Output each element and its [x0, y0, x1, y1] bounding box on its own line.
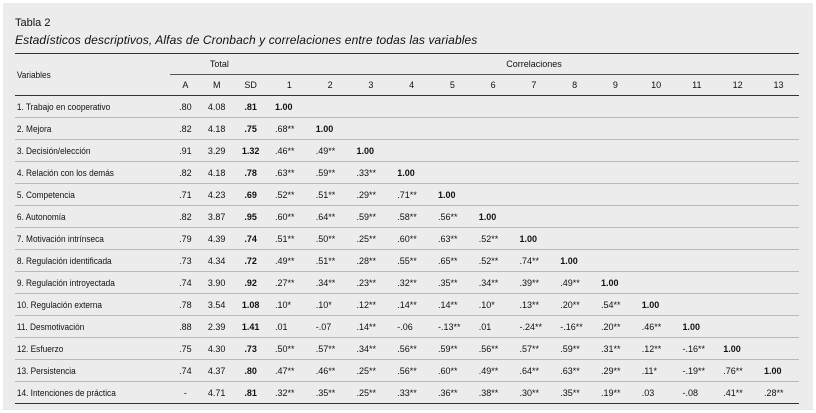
empty-cell: [717, 294, 758, 316]
table-row: [15, 140, 799, 162]
correlation-cell: .76**: [717, 360, 758, 382]
empty-cell: [758, 294, 799, 316]
correlation-cell: .56**: [391, 338, 432, 360]
sd-cell: 1.08: [232, 294, 269, 316]
correlation-cell: .51**: [310, 250, 351, 272]
empty-cell: [350, 118, 391, 140]
mean-cell: 3.87: [201, 206, 232, 228]
correlation-cell: .01: [473, 316, 514, 338]
sd-cell: .81: [232, 96, 269, 118]
sd-cell: .80: [232, 360, 269, 382]
correlation-cell: .59**: [554, 338, 595, 360]
mean-cell: 3.29: [201, 140, 232, 162]
correlation-cell: .10*: [310, 294, 351, 316]
correlation-cell: .31**: [595, 338, 636, 360]
correlation-cell: .32**: [269, 382, 310, 404]
correlation-cell: .14**: [391, 294, 432, 316]
correlation-cell: .20**: [554, 294, 595, 316]
corr-col-header: 12: [717, 75, 758, 96]
correlations-group-header: Correlaciones: [269, 54, 799, 75]
empty-cell: [595, 206, 636, 228]
correlation-cell: .52**: [269, 184, 310, 206]
mean-cell: 4.23: [201, 184, 232, 206]
correlation-cell: 1.00: [310, 118, 351, 140]
empty-cell: [595, 250, 636, 272]
table-body: [15, 96, 799, 404]
correlation-cell: .46**: [310, 360, 351, 382]
empty-cell: [636, 272, 677, 294]
alpha-cell: .75: [170, 338, 201, 360]
correlation-cell: 1.00: [350, 140, 391, 162]
total-col-header: SD: [232, 75, 269, 96]
alpha-cell: .82: [170, 118, 201, 140]
empty-cell: [391, 118, 432, 140]
corr-col-header: 5: [432, 75, 473, 96]
correlation-cell: .52**: [473, 250, 514, 272]
mean-cell: 4.34: [201, 250, 232, 272]
empty-cell: [676, 162, 717, 184]
mean-cell: 3.90: [201, 272, 232, 294]
correlation-cell: 1.00: [432, 184, 473, 206]
table-row: [15, 250, 799, 272]
empty-cell: [717, 272, 758, 294]
correlation-cell: .47**: [269, 360, 310, 382]
empty-cell: [676, 118, 717, 140]
mean-cell: 2.39: [201, 316, 232, 338]
empty-cell: [717, 162, 758, 184]
correlation-cell: .23**: [350, 272, 391, 294]
variable-label: 3. Decisión/elección: [15, 140, 157, 162]
correlation-cell: .33**: [350, 162, 391, 184]
correlation-cell: .59**: [350, 206, 391, 228]
correlation-cell: .10*: [269, 294, 310, 316]
table-row: [15, 184, 799, 206]
empty-cell: [554, 206, 595, 228]
correlation-cell: .59**: [310, 162, 351, 184]
correlation-cell: .19**: [595, 382, 636, 404]
empty-cell: [717, 206, 758, 228]
empty-cell: [513, 206, 554, 228]
correlation-cell: .50**: [269, 338, 310, 360]
empty-cell: [758, 228, 799, 250]
alpha-cell: .88: [170, 316, 201, 338]
correlation-cell: .46**: [269, 140, 310, 162]
empty-cell: [473, 118, 514, 140]
descriptives-correlation-table: [15, 53, 799, 404]
correlation-cell: 1.00: [473, 206, 514, 228]
correlation-cell: .27**: [269, 272, 310, 294]
empty-cell: [636, 250, 677, 272]
table-row: [15, 294, 799, 316]
correlation-cell: 1.00: [676, 316, 717, 338]
total-col-header: A: [170, 75, 201, 96]
empty-cell: [513, 184, 554, 206]
empty-cell: [636, 96, 677, 118]
empty-cell: [432, 118, 473, 140]
empty-cell: [676, 96, 717, 118]
empty-cell: [350, 96, 391, 118]
corr-col-header: 1: [269, 75, 310, 96]
mean-cell: 3.54: [201, 294, 232, 316]
correlation-cell: .25**: [350, 360, 391, 382]
empty-cell: [473, 184, 514, 206]
alpha-cell: .82: [170, 206, 201, 228]
empty-cell: [432, 162, 473, 184]
correlation-cell: .51**: [310, 184, 351, 206]
correlation-cell: .10*: [473, 294, 514, 316]
table-row: [15, 316, 799, 338]
empty-cell: [595, 140, 636, 162]
sd-cell: .81: [232, 382, 269, 404]
empty-cell: [595, 118, 636, 140]
correlation-cell: -.06: [391, 316, 432, 338]
correlation-cell: 1.00: [636, 294, 677, 316]
sd-cell: .75: [232, 118, 269, 140]
correlation-cell: .60**: [391, 228, 432, 250]
empty-cell: [758, 250, 799, 272]
correlation-cell: 1.00: [269, 96, 310, 118]
correlation-cell: .49**: [473, 360, 514, 382]
mean-cell: 4.39: [201, 228, 232, 250]
empty-cell: [473, 96, 514, 118]
correlation-cell: .30**: [513, 382, 554, 404]
corr-col-header: 13: [758, 75, 799, 96]
variable-label: 12. Esfuerzo: [15, 338, 157, 360]
variable-label: 11. Desmotivación: [15, 316, 157, 338]
correlation-cell: .51**: [269, 228, 310, 250]
correlation-cell: .49**: [269, 250, 310, 272]
correlation-cell: 1.00: [758, 360, 799, 382]
table-panel: [3, 3, 813, 410]
empty-cell: [758, 338, 799, 360]
empty-cell: [758, 184, 799, 206]
empty-cell: [554, 96, 595, 118]
sd-cell: .92: [232, 272, 269, 294]
empty-cell: [554, 118, 595, 140]
empty-cell: [758, 272, 799, 294]
empty-cell: [554, 162, 595, 184]
alpha-cell: -: [170, 382, 201, 404]
sd-cell: 1.41: [232, 316, 269, 338]
empty-cell: [758, 162, 799, 184]
empty-cell: [310, 96, 351, 118]
correlation-cell: .25**: [350, 382, 391, 404]
correlation-cell: .25**: [350, 228, 391, 250]
mean-cell: 4.08: [201, 96, 232, 118]
alpha-cell: .79: [170, 228, 201, 250]
correlation-cell: .57**: [310, 338, 351, 360]
empty-cell: [717, 96, 758, 118]
total-group-header: Total: [170, 54, 269, 75]
table-row: [15, 206, 799, 228]
mean-cell: 4.18: [201, 162, 232, 184]
correlation-cell: .29**: [350, 184, 391, 206]
variable-label: 1. Trabajo en cooperativo: [15, 96, 157, 118]
empty-cell: [717, 184, 758, 206]
empty-cell: [636, 140, 677, 162]
correlation-cell: .52**: [473, 228, 514, 250]
alpha-cell: .82: [170, 162, 201, 184]
variable-label: 2. Mejora: [15, 118, 157, 140]
sd-cell: .74: [232, 228, 269, 250]
empty-cell: [554, 140, 595, 162]
empty-cell: [758, 316, 799, 338]
empty-cell: [717, 228, 758, 250]
correlation-cell: .49**: [310, 140, 351, 162]
empty-cell: [636, 206, 677, 228]
correlation-cell: .12**: [350, 294, 391, 316]
correlation-cell: .34**: [473, 272, 514, 294]
correlation-cell: .41**: [717, 382, 758, 404]
correlation-cell: .58**: [391, 206, 432, 228]
corr-col-header: 2: [310, 75, 351, 96]
table-row: [15, 360, 799, 382]
empty-cell: [391, 140, 432, 162]
correlation-cell: .35**: [554, 382, 595, 404]
correlation-cell: .32**: [391, 272, 432, 294]
total-col-header: M: [201, 75, 232, 96]
empty-cell: [676, 272, 717, 294]
correlation-cell: .46**: [636, 316, 677, 338]
empty-cell: [595, 96, 636, 118]
table-row: [15, 382, 799, 404]
correlation-cell: .28**: [350, 250, 391, 272]
correlation-cell: .13**: [513, 294, 554, 316]
correlation-cell: .63**: [554, 360, 595, 382]
empty-cell: [636, 162, 677, 184]
table-title: Estadísticos descriptivos, Alfas de Cronbach y correlaciones entre todas las variables: [15, 33, 478, 47]
empty-cell: [513, 140, 554, 162]
correlation-cell: .64**: [513, 360, 554, 382]
variable-label: 10. Regulación externa: [15, 294, 157, 316]
correlation-cell: .63**: [432, 228, 473, 250]
table-row: [15, 272, 799, 294]
empty-cell: [595, 162, 636, 184]
correlation-cell: .12**: [636, 338, 677, 360]
correlation-cell: .68**: [269, 118, 310, 140]
correlation-cell: .33**: [391, 382, 432, 404]
variable-label: 8. Regulación identificada: [15, 250, 157, 272]
correlation-cell: 1.00: [717, 338, 758, 360]
correlation-cell: -.07: [310, 316, 351, 338]
sd-cell: .72: [232, 250, 269, 272]
correlation-cell: .35**: [310, 382, 351, 404]
empty-cell: [391, 96, 432, 118]
alpha-cell: .71: [170, 184, 201, 206]
empty-cell: [554, 228, 595, 250]
sd-cell: .78: [232, 162, 269, 184]
correlation-cell: -.16**: [676, 338, 717, 360]
sd-cell: .95: [232, 206, 269, 228]
correlation-cell: .38**: [473, 382, 514, 404]
empty-cell: [676, 184, 717, 206]
table-number: Tabla 2: [15, 17, 51, 29]
empty-cell: [595, 184, 636, 206]
correlation-cell: .39**: [513, 272, 554, 294]
sd-cell: 1.32: [232, 140, 269, 162]
empty-cell: [758, 118, 799, 140]
variable-label: 6. Autonomía: [15, 206, 157, 228]
empty-cell: [676, 206, 717, 228]
table-row: [15, 118, 799, 140]
correlation-cell: .03: [636, 382, 677, 404]
corr-col-header: 9: [595, 75, 636, 96]
correlation-cell: .36**: [432, 382, 473, 404]
sd-cell: .69: [232, 184, 269, 206]
empty-cell: [513, 162, 554, 184]
correlation-cell: -.24**: [513, 316, 554, 338]
empty-cell: [676, 228, 717, 250]
corr-col-header: 8: [554, 75, 595, 96]
empty-cell: [513, 96, 554, 118]
correlation-cell: .14**: [350, 316, 391, 338]
correlation-cell: 1.00: [391, 162, 432, 184]
mean-cell: 4.71: [201, 382, 232, 404]
variable-label: 14. Intenciones de práctica: [15, 382, 157, 404]
correlation-cell: .01: [269, 316, 310, 338]
table-row: [15, 162, 799, 184]
correlation-cell: .60**: [432, 360, 473, 382]
corr-col-header: 3: [350, 75, 391, 96]
correlation-cell: .56**: [391, 360, 432, 382]
correlation-cell: .74**: [513, 250, 554, 272]
variable-label: 7. Motivación intrínseca: [15, 228, 157, 250]
empty-cell: [595, 228, 636, 250]
correlation-cell: .55**: [391, 250, 432, 272]
variable-label: 4. Relación con los demás: [15, 162, 157, 184]
sd-cell: .73: [232, 338, 269, 360]
correlation-cell: .11*: [636, 360, 677, 382]
empty-cell: [554, 184, 595, 206]
mean-cell: 4.30: [201, 338, 232, 360]
correlation-cell: -.08: [676, 382, 717, 404]
correlation-cell: .14**: [432, 294, 473, 316]
correlation-cell: .34**: [310, 272, 351, 294]
empty-cell: [636, 118, 677, 140]
mean-cell: 4.18: [201, 118, 232, 140]
empty-cell: [432, 140, 473, 162]
table-row: [15, 96, 799, 118]
alpha-cell: .74: [170, 360, 201, 382]
corr-col-header: 11: [676, 75, 717, 96]
empty-cell: [513, 118, 554, 140]
corr-col-header: 6: [473, 75, 514, 96]
correlation-cell: 1.00: [513, 228, 554, 250]
correlation-cell: .65**: [432, 250, 473, 272]
correlation-cell: .57**: [513, 338, 554, 360]
corr-col-header: 7: [513, 75, 554, 96]
correlation-cell: -.13**: [432, 316, 473, 338]
correlation-cell: .20**: [595, 316, 636, 338]
correlation-cell: .50**: [310, 228, 351, 250]
empty-cell: [758, 140, 799, 162]
correlation-cell: .28**: [758, 382, 799, 404]
variables-header: Variables: [15, 54, 157, 96]
empty-cell: [676, 294, 717, 316]
empty-cell: [636, 228, 677, 250]
correlation-cell: .34**: [350, 338, 391, 360]
alpha-cell: .80: [170, 96, 201, 118]
empty-cell: [717, 118, 758, 140]
correlation-cell: -.16**: [554, 316, 595, 338]
mean-cell: 4.37: [201, 360, 232, 382]
correlation-cell: 1.00: [595, 272, 636, 294]
empty-cell: [473, 140, 514, 162]
empty-cell: [717, 250, 758, 272]
correlation-cell: .49**: [554, 272, 595, 294]
empty-cell: [717, 140, 758, 162]
variable-label: 5. Competencia: [15, 184, 157, 206]
correlation-cell: .64**: [310, 206, 351, 228]
correlation-cell: .54**: [595, 294, 636, 316]
alpha-cell: .73: [170, 250, 201, 272]
table-row: [15, 228, 799, 250]
empty-cell: [636, 184, 677, 206]
empty-cell: [676, 140, 717, 162]
correlation-cell: .29**: [595, 360, 636, 382]
empty-cell: [473, 162, 514, 184]
alpha-cell: .91: [170, 140, 201, 162]
correlation-cell: .71**: [391, 184, 432, 206]
empty-cell: [432, 96, 473, 118]
correlation-cell: .59**: [432, 338, 473, 360]
alpha-cell: .74: [170, 272, 201, 294]
correlation-cell: -.19**: [676, 360, 717, 382]
variable-label: 9. Regulación introyectada: [15, 272, 157, 294]
correlation-cell: .63**: [269, 162, 310, 184]
empty-cell: [676, 250, 717, 272]
empty-cell: [758, 206, 799, 228]
alpha-cell: .78: [170, 294, 201, 316]
variable-label: 13. Persistencia: [15, 360, 157, 382]
correlation-cell: .60**: [269, 206, 310, 228]
correlation-cell: .35**: [432, 272, 473, 294]
corr-col-header: 4: [391, 75, 432, 96]
empty-cell: [717, 316, 758, 338]
correlation-cell: .56**: [432, 206, 473, 228]
correlation-cell: .56**: [473, 338, 514, 360]
correlation-cell: 1.00: [554, 250, 595, 272]
empty-cell: [758, 96, 799, 118]
corr-col-header: 10: [636, 75, 677, 96]
table-row: [15, 338, 799, 360]
